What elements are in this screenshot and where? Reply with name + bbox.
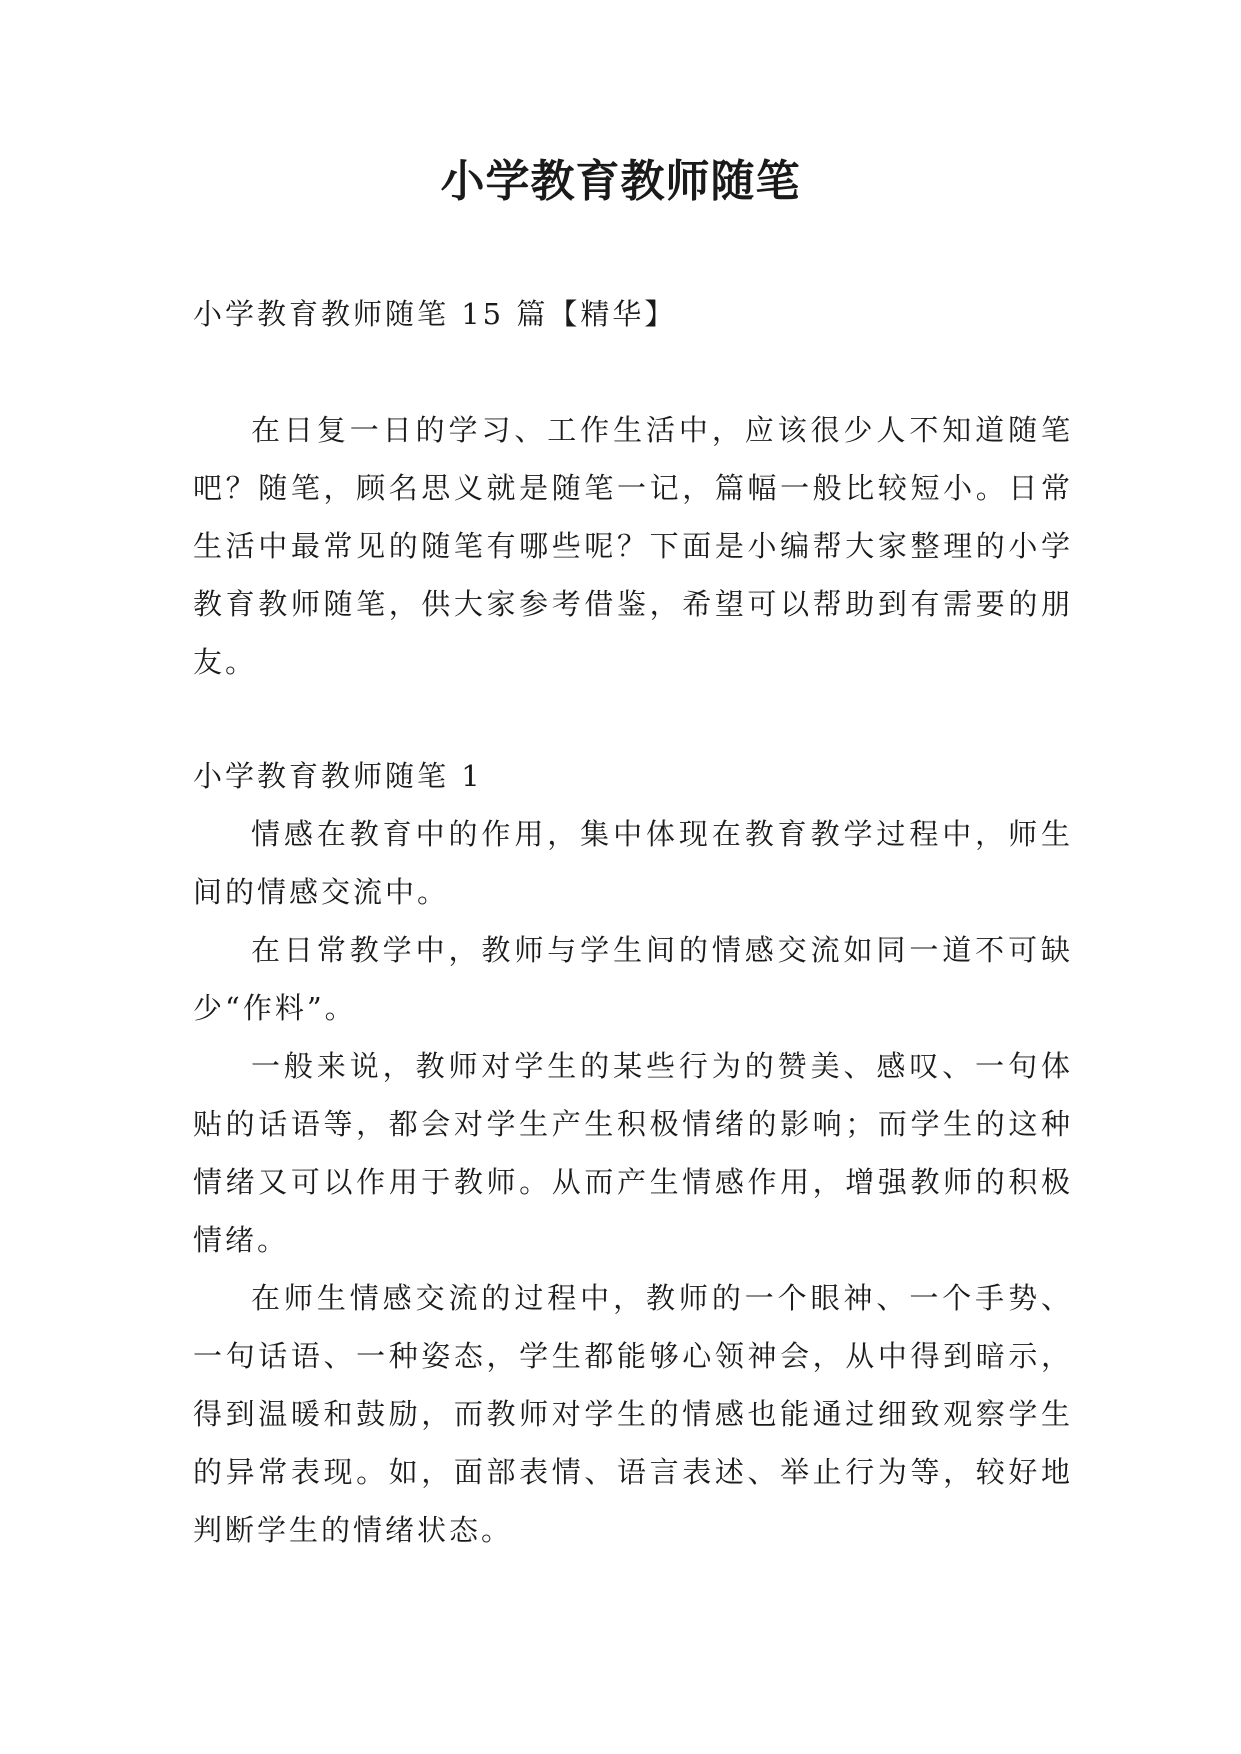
body-paragraph: 一般来说，教师对学生的某些行为的赞美、感叹、一句体贴的话语等，都会对学生产生积极情绪的影响；而学生的这种情绪又可以作用于教师。从而产生情感作用，增强教师的积极情绪。 [193, 1049, 1073, 1257]
body-paragraph: 情感在教育中的作用，集中体现在教育教学过程中，师生间的情感交流中。 [193, 817, 1073, 909]
body-paragraph: 在师生情感交流的过程中，教师的一个眼神、一个手势、一句话语、一种姿态，学生都能够心领神会，从中得到暗示，得到温暖和鼓励，而教师对学生的情感也能通过细致观察学生的异常表现。如，面部表情、语言表述、举止行为等，较好地判断学生的情绪状态。 [193, 1281, 1073, 1547]
section-heading: 小学教育教师随笔 1 [193, 759, 483, 793]
body-paragraph: 在日常教学中，教师与学生间的情感交流如同一道不可缺少“作料”。 [193, 933, 1073, 1025]
document-subtitle: 小学教育教师随笔 15 篇【精华】 [193, 297, 677, 331]
document-body [193, 285, 1073, 1559]
intro-paragraph: 在日复一日的学习、工作生活中，应该很少人不知道随笔吧？随笔，顾名思义就是随笔一记，篇幅一般比较短小。日常生活中最常见的随笔有哪些呢？下面是小编帮大家整理的小学教育教师随笔，供大家参考借鉴，希望可以帮助到有需要的朋友。 [193, 413, 1073, 679]
spacer [193, 691, 1073, 747]
document-title: 小学教育教师随笔 [440, 156, 801, 207]
spacer [193, 343, 1073, 401]
